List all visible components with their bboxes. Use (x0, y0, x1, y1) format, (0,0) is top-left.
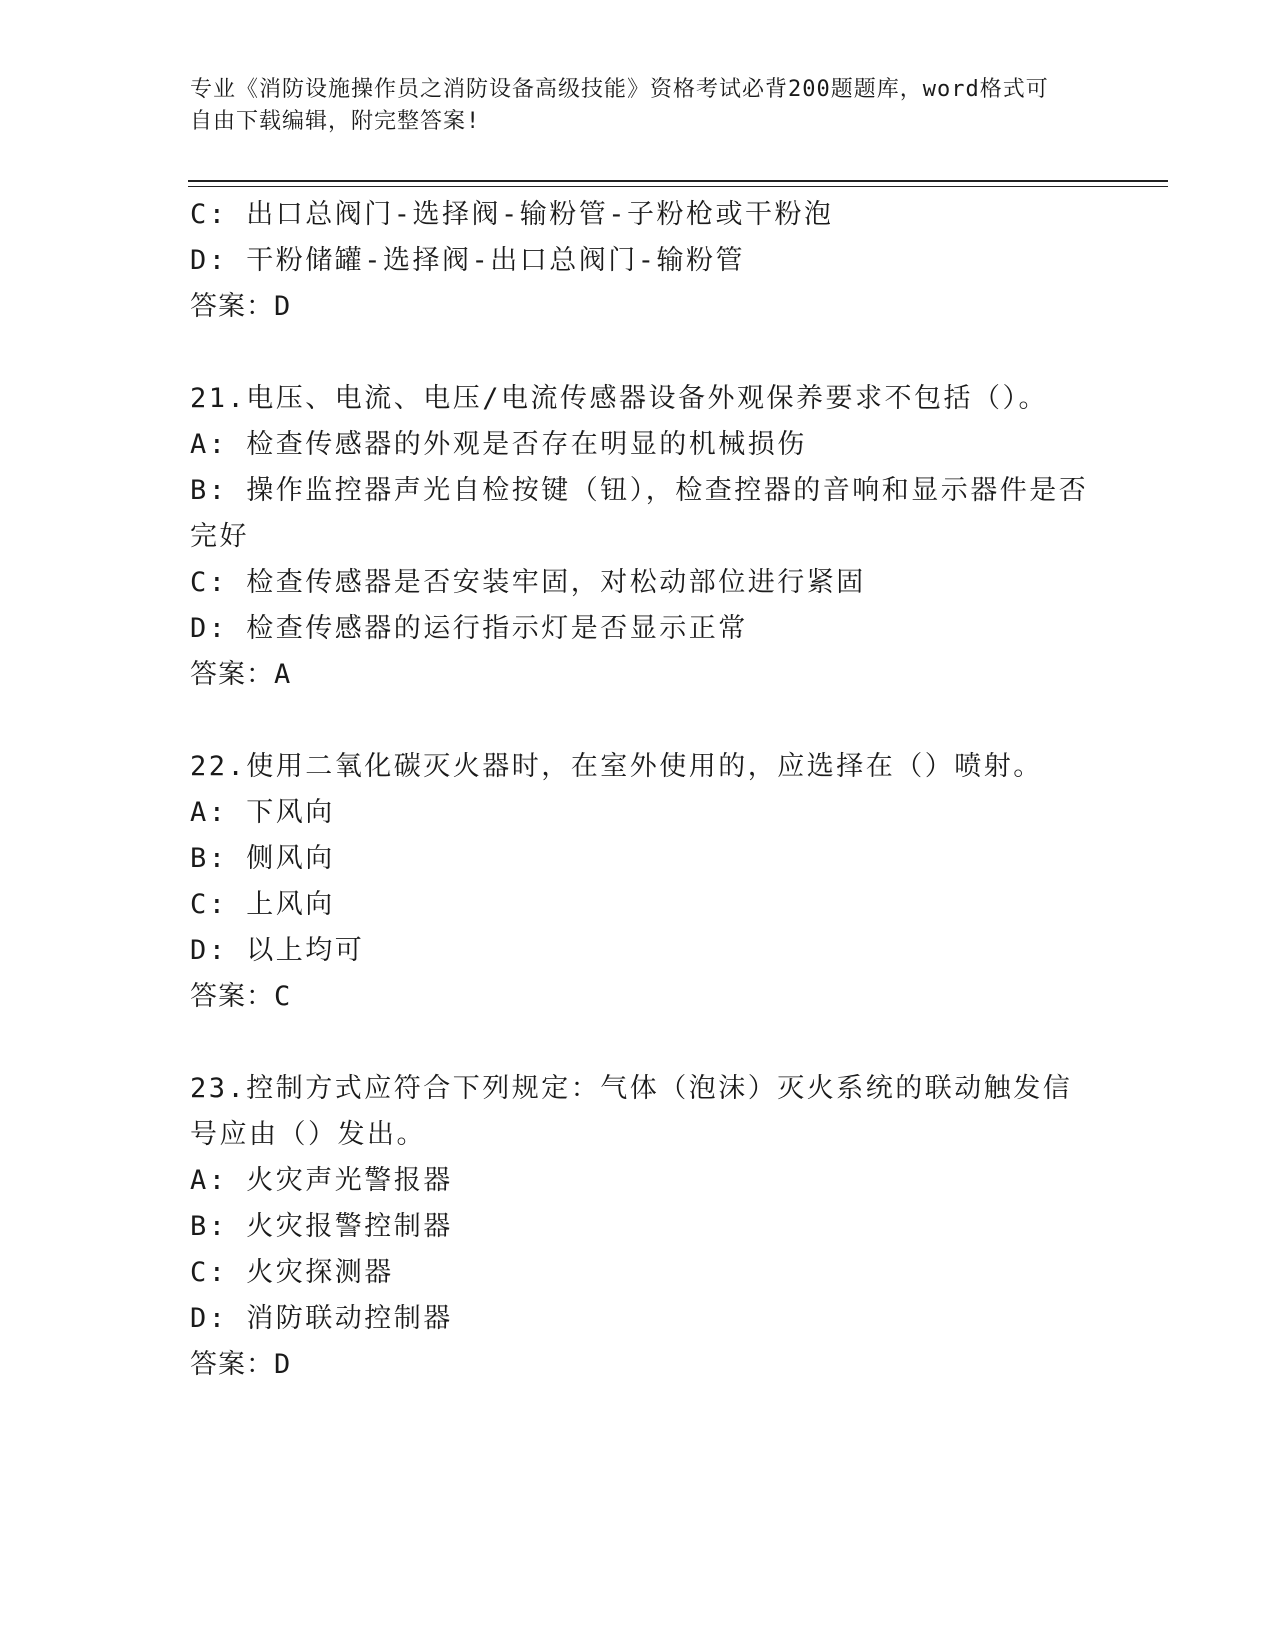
option-b: B: 操作监控器声光自检按键（钮），检查控器的音响和显示器件是否完好 (190, 475, 1089, 552)
question-23 (190, 1066, 1090, 1388)
option-a: A: 火灾声光警报器 (190, 1165, 453, 1196)
option-b: B: 侧风向 (190, 843, 335, 874)
answer-line: 答案：D (190, 1349, 292, 1380)
header-title: 专业《消防设施操作员之消防设备高级技能》资格考试必背200题题库，word格式可自由下载编辑，附完整答案! (190, 77, 1049, 134)
carryover-block (190, 192, 1090, 330)
answer-line: 答案：D (190, 291, 292, 322)
header-divider-thick (188, 180, 1168, 182)
answer-line: 答案：C (190, 981, 292, 1012)
answer-line: 答案：A (190, 659, 292, 690)
option-d: D: 消防联动控制器 (190, 1303, 453, 1334)
option-b: B: 火灾报警控制器 (190, 1211, 453, 1242)
option-d: D: 以上均可 (190, 935, 365, 966)
option-c: C: 出口总阀门-选择阀-输粉管-子粉枪或干粉泡 (190, 199, 834, 230)
question-stem: 22.使用二氧化碳灭火器时，在室外使用的，应选择在（）喷射。 (190, 751, 1043, 782)
question-21 (190, 376, 1090, 698)
option-c: C: 火灾探测器 (190, 1257, 394, 1288)
question-stem: 21.电压、电流、电压/电流传感器设备外观保养要求不包括（）。 (190, 383, 1049, 414)
option-a: A: 下风向 (190, 797, 335, 828)
option-d: D: 干粉储罐-选择阀-出口总阀门-输粉管 (190, 245, 746, 276)
option-c: C: 检查传感器是否安装牢固，对松动部位进行紧固 (190, 567, 866, 598)
option-d: D: 检查传感器的运行指示灯是否显示正常 (190, 613, 748, 644)
question-22 (190, 744, 1090, 1020)
header-divider-thin (188, 186, 1168, 187)
option-c: C: 上风向 (190, 889, 335, 920)
question-stem: 23.控制方式应符合下列规定：气体（泡沫）灭火系统的联动触发信号应由（）发出。 (190, 1073, 1073, 1150)
question-content (190, 192, 1090, 1388)
document-header (190, 74, 1070, 138)
option-a: A: 检查传感器的外观是否存在明显的机械损伤 (190, 429, 807, 460)
